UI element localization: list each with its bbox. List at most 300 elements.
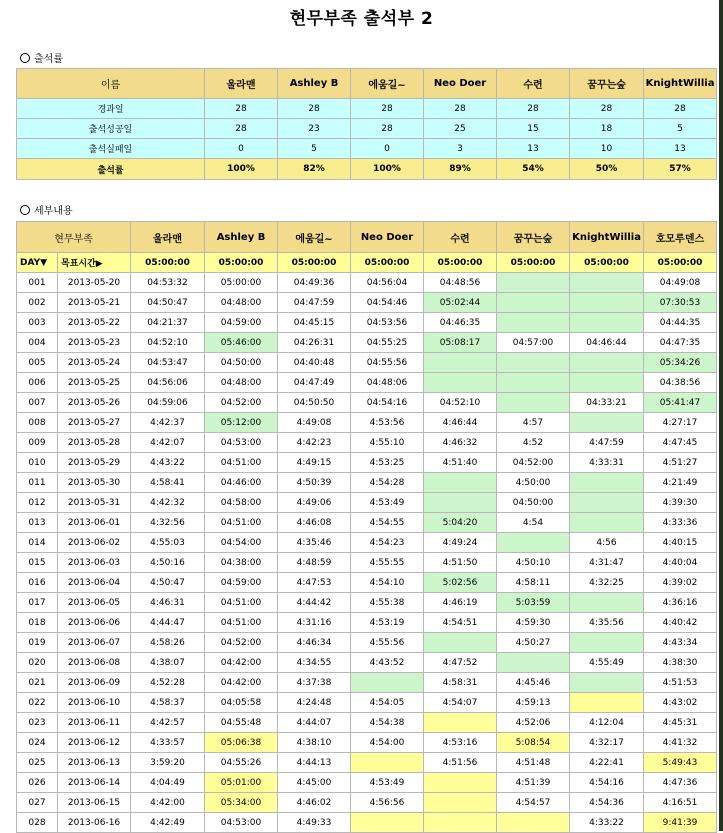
target-time-cell: 05:00:00 [424, 253, 497, 273]
time-cell: 05:12:00 [205, 413, 278, 433]
time-cell: 04:48:00 [205, 373, 278, 393]
time-cell: 04:55:56 [351, 353, 424, 373]
time-cell: 4:53:49 [351, 493, 424, 513]
time-cell [497, 313, 570, 333]
time-cell: 04:54:00 [205, 533, 278, 553]
time-cell: 4:42:07 [131, 433, 205, 453]
time-cell: 4:47:59 [570, 433, 644, 453]
time-cell: 05:46:00 [205, 333, 278, 353]
summary-value-cell: 5 [644, 119, 717, 139]
summary-value-cell: 13 [497, 139, 570, 159]
table-row [17, 673, 717, 693]
time-cell [570, 413, 644, 433]
time-cell: 4:33:22 [570, 813, 644, 833]
time-cell: 04:58:00 [205, 493, 278, 513]
page-title: 현무부족 출석부 2 [289, 9, 434, 29]
member-name-header: 울라맨 [131, 222, 205, 253]
time-cell: 4:44:07 [278, 713, 351, 733]
summary-value-cell: 13 [644, 139, 717, 159]
day-number-cell: 026 [17, 773, 58, 793]
time-cell: 4:46:44 [424, 413, 497, 433]
table-row [17, 713, 717, 733]
table-row [17, 333, 717, 353]
day-number-cell: 006 [17, 373, 58, 393]
target-time-cell: 05:00:00 [644, 253, 717, 273]
time-cell: 4:54:23 [351, 533, 424, 553]
summary-value-cell: 28 [351, 119, 424, 139]
time-cell: 4:53:19 [351, 613, 424, 633]
date-cell: 2013-05-31 [58, 493, 131, 513]
summary-value-cell: 82% [278, 159, 351, 180]
table-row [17, 313, 717, 333]
time-cell [424, 353, 497, 373]
date-cell: 2013-06-03 [58, 553, 131, 573]
time-cell: 04:59:00 [205, 313, 278, 333]
time-cell [570, 673, 644, 693]
time-cell: 4:55:10 [351, 433, 424, 453]
time-cell: 4:16:51 [644, 793, 717, 813]
member-name-header: 호모루덴스 [644, 222, 717, 253]
time-cell: 4:27:17 [644, 413, 717, 433]
table-row [17, 413, 717, 433]
time-cell: 4:42:37 [131, 413, 205, 433]
time-cell: 4:58:11 [497, 573, 570, 593]
table-row [17, 393, 717, 413]
time-cell [497, 273, 570, 293]
time-cell: 4:43:34 [644, 633, 717, 653]
time-cell: 4:43:02 [644, 693, 717, 713]
time-cell: 4:49:08 [278, 413, 351, 433]
member-name-header: 수련 [424, 222, 497, 253]
member-name-header: Neo Doer [351, 222, 424, 253]
time-cell: 04:40:48 [278, 353, 351, 373]
day-number-cell: 018 [17, 613, 58, 633]
time-cell: 4:54:36 [570, 793, 644, 813]
time-cell: 04:53:32 [131, 273, 205, 293]
time-cell: 4:41:32 [644, 733, 717, 753]
member-name-header: 울라맨 [205, 69, 278, 99]
date-cell: 2013-06-06 [58, 613, 131, 633]
time-cell: 4:42:49 [131, 813, 205, 833]
time-cell: 4:52:06 [497, 713, 570, 733]
time-cell [570, 373, 644, 393]
date-cell: 2013-05-24 [58, 353, 131, 373]
day-number-cell: 011 [17, 473, 58, 493]
day-number-cell: 024 [17, 733, 58, 753]
time-cell: 04:47:49 [278, 373, 351, 393]
time-cell: 4:43:52 [351, 653, 424, 673]
time-cell [497, 393, 570, 413]
target-time-cell: 05:00:00 [278, 253, 351, 273]
time-cell: 05:08:17 [424, 333, 497, 353]
time-cell: 4:40:42 [644, 613, 717, 633]
time-cell: 4:50:00 [497, 473, 570, 493]
attendance-detail-table [16, 221, 717, 833]
time-cell: 5:49:43 [644, 753, 717, 773]
table-row [17, 693, 717, 713]
member-name-header: KnightWillia [570, 222, 644, 253]
day-number-cell: 023 [17, 713, 58, 733]
table-row [17, 273, 717, 293]
time-cell [570, 693, 644, 713]
date-cell: 2013-06-10 [58, 693, 131, 713]
day-number-cell: 021 [17, 673, 58, 693]
table-row [17, 573, 717, 593]
summary-value-cell: 28 [278, 99, 351, 119]
date-cell: 2013-06-09 [58, 673, 131, 693]
target-time-cell: 05:00:00 [205, 253, 278, 273]
time-cell: 5:04:20 [424, 513, 497, 533]
summary-value-cell: 23 [278, 119, 351, 139]
member-name-header: Neo Doer [424, 69, 497, 99]
table-row [17, 593, 717, 613]
time-cell: 4:04:49 [131, 773, 205, 793]
time-cell: 4:24:48 [278, 693, 351, 713]
date-cell: 2013-05-27 [58, 413, 131, 433]
summary-value-cell: 10 [570, 139, 644, 159]
table-row [17, 353, 717, 373]
time-cell: 3:59:20 [131, 753, 205, 773]
summary-row-label: 경과일 [17, 99, 205, 119]
time-cell: 4:50:39 [278, 473, 351, 493]
window-right-border [719, 0, 723, 831]
name-header: 이름 [17, 69, 205, 99]
time-cell: 04:47:59 [278, 293, 351, 313]
time-cell: 4:49:15 [278, 453, 351, 473]
time-cell: 4:43:22 [131, 453, 205, 473]
summary-value-cell: 28 [570, 99, 644, 119]
time-cell: 4:58:37 [131, 693, 205, 713]
member-name-header: 에움길~ [351, 69, 424, 99]
section-label-text: 세부내용 [34, 206, 73, 217]
time-cell [424, 813, 497, 833]
summary-value-cell: 3 [424, 139, 497, 159]
time-cell: 4:54 [497, 513, 570, 533]
day-number-cell: 022 [17, 693, 58, 713]
time-cell: 4:51:56 [424, 753, 497, 773]
time-cell: 4:32:17 [570, 733, 644, 753]
time-cell: 4:44:47 [131, 613, 205, 633]
target-time-row [17, 253, 717, 273]
day-number-cell: 013 [17, 513, 58, 533]
attendance-summary-table [16, 68, 717, 180]
time-cell: 04:57:00 [497, 333, 570, 353]
time-cell: 04:48:00 [205, 293, 278, 313]
time-cell: 4:53:49 [351, 773, 424, 793]
time-cell: 4:31:16 [278, 613, 351, 633]
section-attendance-rate [20, 50, 63, 65]
time-cell: 05:41:47 [644, 393, 717, 413]
time-cell: 4:57 [497, 413, 570, 433]
day-number-cell: 027 [17, 793, 58, 813]
table-row [17, 613, 717, 633]
date-cell: 2013-05-26 [58, 393, 131, 413]
time-cell [570, 273, 644, 293]
time-cell [570, 513, 644, 533]
summary-value-cell: 89% [424, 159, 497, 180]
time-cell: 04:51:00 [205, 513, 278, 533]
date-cell: 2013-05-22 [58, 313, 131, 333]
time-cell: 4:39:02 [644, 573, 717, 593]
time-cell: 4:56:56 [351, 793, 424, 813]
time-cell: 4:55:55 [351, 553, 424, 573]
member-name-header: 에움길~ [278, 222, 351, 253]
time-cell: 4:46:02 [278, 793, 351, 813]
table-row [17, 553, 717, 573]
time-cell: 4:35:46 [278, 533, 351, 553]
time-cell: 4:48:59 [278, 553, 351, 573]
time-cell: 4:49:24 [424, 533, 497, 553]
time-cell: 4:52 [497, 433, 570, 453]
date-cell: 2013-06-01 [58, 513, 131, 533]
time-cell: 4:39:30 [644, 493, 717, 513]
time-cell: 4:51:53 [644, 673, 717, 693]
section-details [20, 202, 73, 217]
time-cell: 4:54:57 [497, 793, 570, 813]
time-cell: 04:46:00 [205, 473, 278, 493]
time-cell: 4:40:15 [644, 533, 717, 553]
time-cell: 04:51:00 [205, 453, 278, 473]
time-cell: 4:46:34 [278, 633, 351, 653]
summary-row-label: 출석성공일 [17, 119, 205, 139]
date-cell: 2013-06-08 [58, 653, 131, 673]
time-cell: 04:54:16 [351, 393, 424, 413]
time-cell: 04:38:00 [205, 553, 278, 573]
time-cell: 04:55:25 [351, 333, 424, 353]
date-cell: 2013-06-15 [58, 793, 131, 813]
time-cell: 4:51:39 [497, 773, 570, 793]
time-cell [570, 493, 644, 513]
time-cell: 05:00:00 [205, 273, 278, 293]
target-time-label: 목표시간▶ [58, 253, 131, 273]
day-number-cell: 007 [17, 393, 58, 413]
time-cell: 4:40:04 [644, 553, 717, 573]
summary-value-cell: 28 [351, 99, 424, 119]
time-cell: 4:32:25 [570, 573, 644, 593]
date-cell: 2013-05-20 [58, 273, 131, 293]
time-cell: 5:08:54 [497, 733, 570, 753]
summary-value-cell: 57% [644, 159, 717, 180]
time-cell: 4:47:45 [644, 433, 717, 453]
table-row [17, 733, 717, 753]
time-cell: 04:53:47 [131, 353, 205, 373]
date-cell: 2013-05-23 [58, 333, 131, 353]
summary-value-cell: 0 [351, 139, 424, 159]
summary-header-row [17, 69, 717, 99]
time-cell: 4:42:00 [131, 793, 205, 813]
time-cell [497, 653, 570, 673]
time-cell: 4:58:41 [131, 473, 205, 493]
summary-value-cell: 15 [497, 119, 570, 139]
time-cell: 4:46:32 [424, 433, 497, 453]
table-row [17, 293, 717, 313]
time-cell [351, 753, 424, 773]
summary-value-cell: 54% [497, 159, 570, 180]
time-cell: 04:26:31 [278, 333, 351, 353]
time-cell: 04:49:08 [644, 273, 717, 293]
time-cell: 4:22:41 [570, 753, 644, 773]
time-cell: 04:51:00 [205, 593, 278, 613]
time-cell: 05:34:00 [205, 793, 278, 813]
time-cell: 4:55:49 [570, 653, 644, 673]
summary-row [17, 139, 717, 159]
time-cell [570, 353, 644, 373]
date-cell: 2013-05-21 [58, 293, 131, 313]
time-cell: 4:51:40 [424, 453, 497, 473]
time-cell: 4:53:25 [351, 453, 424, 473]
table-row [17, 813, 717, 833]
target-time-cell: 05:00:00 [570, 253, 644, 273]
time-cell: 4:50:16 [131, 553, 205, 573]
time-cell: 4:42:23 [278, 433, 351, 453]
time-cell: 04:45:15 [278, 313, 351, 333]
table-row [17, 433, 717, 453]
day-number-cell: 012 [17, 493, 58, 513]
time-cell: 4:54:28 [351, 473, 424, 493]
time-cell: 04:54:46 [351, 293, 424, 313]
table-row [17, 513, 717, 533]
time-cell: 4:53:16 [424, 733, 497, 753]
summary-value-cell: 18 [570, 119, 644, 139]
time-cell: 4:32:56 [131, 513, 205, 533]
target-time-cell: 05:00:00 [351, 253, 424, 273]
time-cell: 4:34:55 [278, 653, 351, 673]
time-cell: 4:45:46 [497, 673, 570, 693]
time-cell: 4:51:48 [497, 753, 570, 773]
summary-value-cell: 28 [424, 99, 497, 119]
table-row [17, 633, 717, 653]
time-cell [497, 813, 570, 833]
time-cell: 4:38:30 [644, 653, 717, 673]
day-number-cell: 028 [17, 813, 58, 833]
summary-row [17, 159, 717, 180]
time-cell: 5:03:59 [497, 593, 570, 613]
time-cell: 4:54:51 [424, 613, 497, 633]
time-cell [497, 373, 570, 393]
time-cell [424, 373, 497, 393]
day-number-cell: 001 [17, 273, 58, 293]
time-cell: 4:56 [570, 533, 644, 553]
table-row [17, 453, 717, 473]
time-cell: 04:42:00 [205, 653, 278, 673]
time-cell: 04:50:00 [497, 493, 570, 513]
time-cell: 4:33:57 [131, 733, 205, 753]
table-row [17, 533, 717, 553]
time-cell: 4:49:33 [278, 813, 351, 833]
time-cell: 05:34:26 [644, 353, 717, 373]
section-label-text: 출석률 [34, 54, 63, 65]
date-cell: 2013-05-29 [58, 453, 131, 473]
summary-value-cell: 25 [424, 119, 497, 139]
summary-value-cell: 28 [205, 99, 278, 119]
time-cell [570, 293, 644, 313]
time-cell [570, 633, 644, 653]
time-cell: 04:38:56 [644, 373, 717, 393]
target-time-cell: 05:00:00 [497, 253, 570, 273]
time-cell: 04:56:06 [131, 373, 205, 393]
summary-value-cell: 0 [205, 139, 278, 159]
day-number-cell: 005 [17, 353, 58, 373]
time-cell: 4:46:31 [131, 593, 205, 613]
time-cell: 04:21:37 [131, 313, 205, 333]
member-name-header: 꿈꾸는숲 [497, 222, 570, 253]
day-number-cell: 014 [17, 533, 58, 553]
date-cell: 2013-06-14 [58, 773, 131, 793]
summary-row [17, 119, 717, 139]
day-number-cell: 004 [17, 333, 58, 353]
day-number-cell: 016 [17, 573, 58, 593]
time-cell: 4:54:38 [351, 713, 424, 733]
time-cell: 04:59:06 [131, 393, 205, 413]
time-cell: 07:30:53 [644, 293, 717, 313]
summary-value-cell: 100% [205, 159, 278, 180]
time-cell: 4:31:47 [570, 553, 644, 573]
day-number-cell: 025 [17, 753, 58, 773]
time-cell: 4:47:52 [424, 653, 497, 673]
time-cell: 04:55:26 [205, 753, 278, 773]
summary-value-cell: 5 [278, 139, 351, 159]
time-cell: 04:44:35 [644, 313, 717, 333]
time-cell: 4:51:27 [644, 453, 717, 473]
time-cell: 4:47:53 [278, 573, 351, 593]
time-cell: 4:21:49 [644, 473, 717, 493]
table-row [17, 373, 717, 393]
time-cell: 04:50:00 [205, 353, 278, 373]
date-cell: 2013-06-04 [58, 573, 131, 593]
time-cell: 4:44:42 [278, 593, 351, 613]
date-cell: 2013-05-30 [58, 473, 131, 493]
member-name-header: Ashley B [205, 222, 278, 253]
member-name-header: KnightWillia [644, 69, 717, 99]
time-cell: 05:06:38 [205, 733, 278, 753]
time-cell: 4:55:03 [131, 533, 205, 553]
table-row [17, 753, 717, 773]
time-cell [424, 773, 497, 793]
time-cell: 4:54:10 [351, 573, 424, 593]
time-cell: 4:49:06 [278, 493, 351, 513]
time-cell: 4:47:36 [644, 773, 717, 793]
time-cell: 4:54:07 [424, 693, 497, 713]
member-name-header: Ashley B [278, 69, 351, 99]
time-cell: 4:55:56 [351, 633, 424, 653]
time-cell: 04:46:35 [424, 313, 497, 333]
time-cell: 04:51:00 [205, 613, 278, 633]
time-cell: 4:54:55 [351, 513, 424, 533]
time-cell: 4:59:30 [497, 613, 570, 633]
time-cell: 04:42:00 [205, 673, 278, 693]
time-cell: 04:50:47 [131, 293, 205, 313]
summary-value-cell: 28 [497, 99, 570, 119]
table-row [17, 773, 717, 793]
time-cell: 04:53:00 [205, 433, 278, 453]
time-cell: 4:46:08 [278, 513, 351, 533]
summary-value-cell: 28 [644, 99, 717, 119]
date-cell: 2013-06-02 [58, 533, 131, 553]
time-cell: 04:47:35 [644, 333, 717, 353]
time-cell: 04:48:56 [424, 273, 497, 293]
time-cell: 04:53:56 [351, 313, 424, 333]
time-cell: 04:59:00 [205, 573, 278, 593]
date-cell: 2013-05-28 [58, 433, 131, 453]
summary-row-label: 출석실패일 [17, 139, 205, 159]
summary-row-label: 출석률 [17, 159, 205, 180]
summary-row [17, 99, 717, 119]
time-cell: 4:38:07 [131, 653, 205, 673]
date-cell: 2013-06-11 [58, 713, 131, 733]
time-cell: 4:53:56 [351, 413, 424, 433]
time-cell: 4:54:16 [570, 773, 644, 793]
time-cell: 4:36:16 [644, 593, 717, 613]
